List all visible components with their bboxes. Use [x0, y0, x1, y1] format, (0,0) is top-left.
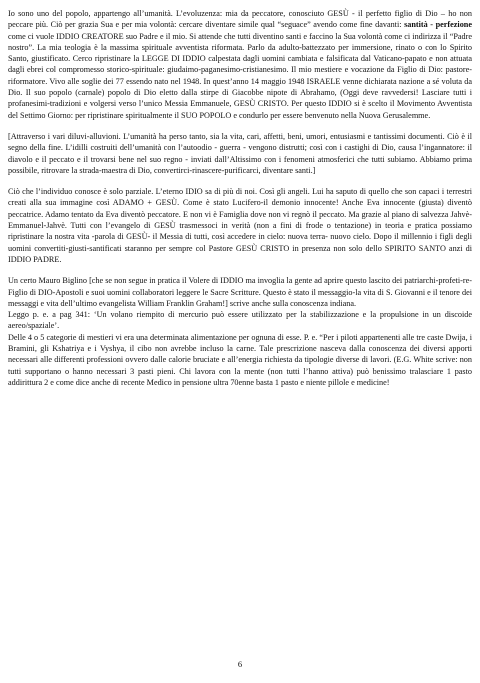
document-body	[8, 8, 472, 388]
paragraph-4: Un certo Mauro Biglino [che se non segue in pratica il Volere di IDDIO ma invoglia la gente ad aprire questo lascito dei patriarchi-profeti-re-Figlio di DIO-Apostoli e suoi uomini collaboratori leggere le Sacre Scritture. Questo è stato il messaggio-la vita di S. Giovanni e il tenore dei messaggi e vita dell’ultimo evangelista William Franklin Graham!] scrive anche sulla conoscenza indiana.	[8, 276, 472, 308]
paragraph-5: Leggo p. e. a pag 341: ‘Un volano riempito di mercurio può essere utilizzato per la stabilizzazione e la propulsione in un discoide aereo/spaziale’.	[8, 310, 472, 331]
paragraph-6: Delle 4 o 5 categorie di mestieri vi era una determinata alimentazione per ognuna di esse. P. e. “Per i piloti appartenenti alle tre caste Dwija, i Bramini, gli Kshatriya e i Vyshya, il cibo non avrebbe incluso la carne. Tale prescrizione nasceva dalla conoscenza dei diversi apporti necessari alle differenti professioni ovvero dalle calorie bruciate e all’energia richiesta da tipologie diverse di lavori. (E.G. White scrive: non tutti supportano o hanno necessari 3 pasti pieni. Chi lavora con la mente (non tutti l’hanno attiva) può benissimo tralasciare 1 pasto addirittura 2 e come dice anche di recente Medico in pensione ultra 70enne basta 1 pasto e niente pillole e medicine!	[8, 332, 472, 387]
page-number: 6	[237, 659, 243, 669]
paragraph-1-text-b: come ci vuole IDDIO CREATORE suo Padre e il mio. Si attende che tutti diventino santi e faccino la Sua volontà come ci indirizza il “Padre nostro”. La mia teologia è la massima spirituale avventista riformata. Parlo da adulto-battezzato per immersione, rinato o con lo Spirito Santo, giustificato. Cerco ripristinare la LEGGE DI IDDIO calpestata dagli uomini cambiata e falsificata dal Vaticano-papato e non attuata dagli ebrei col compromesso storico-spirituale: giudaimo-paganesimo-cristianesimo. Il mio mestiere e vocazione da Figlio di Dio: pastore-riformatore. Vivo alle soglie dei 77 essendo nato nel 1948. In quest’anno 14 maggio 1948 ISRAELE venne dichiarata nazione a sé voluta da Dio. Il suo popolo (carnale) popolo di Dio eletto dalla stirpe di Giacobbe nipote di Abrahamo, (Oggi deve ravvedersi! Lasciare tutti i profanesimi-tradizioni e volgersi verso l’unico Messia Emmanuele, GESÙ CRISTO. Per questo IDDIO si è scelto il Movimento Avventista del Settimo Giorno: per ripristinare spiritualmente il SUO POPOLO e condurlo per essere benvenuto nella Nuova Gerusalemme.	[8, 31, 472, 120]
paragraph-1	[8, 8, 472, 121]
paragraph-3: Ciò che l’individuo conosce è solo parziale. L’eterno IDIO sa di più di noi. Così gli angeli. Lui ha saputo di quello che son capaci i terrestri creati alla sua immagine così ADAMO + GESÙ. Come è stato Lucifero-il demonio innocente! Anche Eva innocente (giusta) diventò peccatrice. Adamo tentato da Eva diventò peccatore. E non vi è Famiglia dove non vi regnò il peccato. Ma grazie al piano di salvezza Jahvè-Emmanuel-Jahvè. Tutti con l’evangelo di GESÙ trasmessoci in verità (non a fini di frode o tentazione) in teoria e pratica possiamo ripristinare la nostra vita -parola di GESÙ- il Messia di tutti, così accedere in cielo: nuova terra- nuovo cielo. Dopo il millennio i figli degli uomini convertiti-giusti-santificati staranno per sempre col Pastore GESÙ CRISTO in presenza non solo dello SPIRITO SANTO anzi di IDDIO PADRE.	[8, 187, 472, 264]
paragraph-1-bold: santità - perfezione	[404, 20, 472, 30]
paragraph-1-text-a: Io sono uno del popolo, appartengo all’umanità. L’evoluzenza: mia da peccatore, conosciuto GESÙ - il perfetto figlio di Dio – ho non peccare più. Ciò per grazia Sua e per mia volontà: cercare diventare simile qual “seguace” avendo come fine davanti:	[8, 9, 472, 30]
paragraph-2: [Attraverso i vari diluvi-alluvioni. L’umanità ha perso tanto, sia la vita, cari, affetti, beni, umori, entusiasmi e tantissimi documenti. Ciò è il segno della fine. L’idilli costruiti dell’umanità con l’autoodio - guerra - vengono distrutti; così con i castighi di Dio, causa l’ingannatore: il diavolo e il peccato e il trovarsi bene nel suo regno - inviati dall’Altissimo con i fenomeni atmosferici che tutti subiamo. Abbiamo prima possibile, ritrovare la strada-maestra di Dio, convertirci-rinascere-purificarci, diventare santi.]	[8, 131, 472, 175]
